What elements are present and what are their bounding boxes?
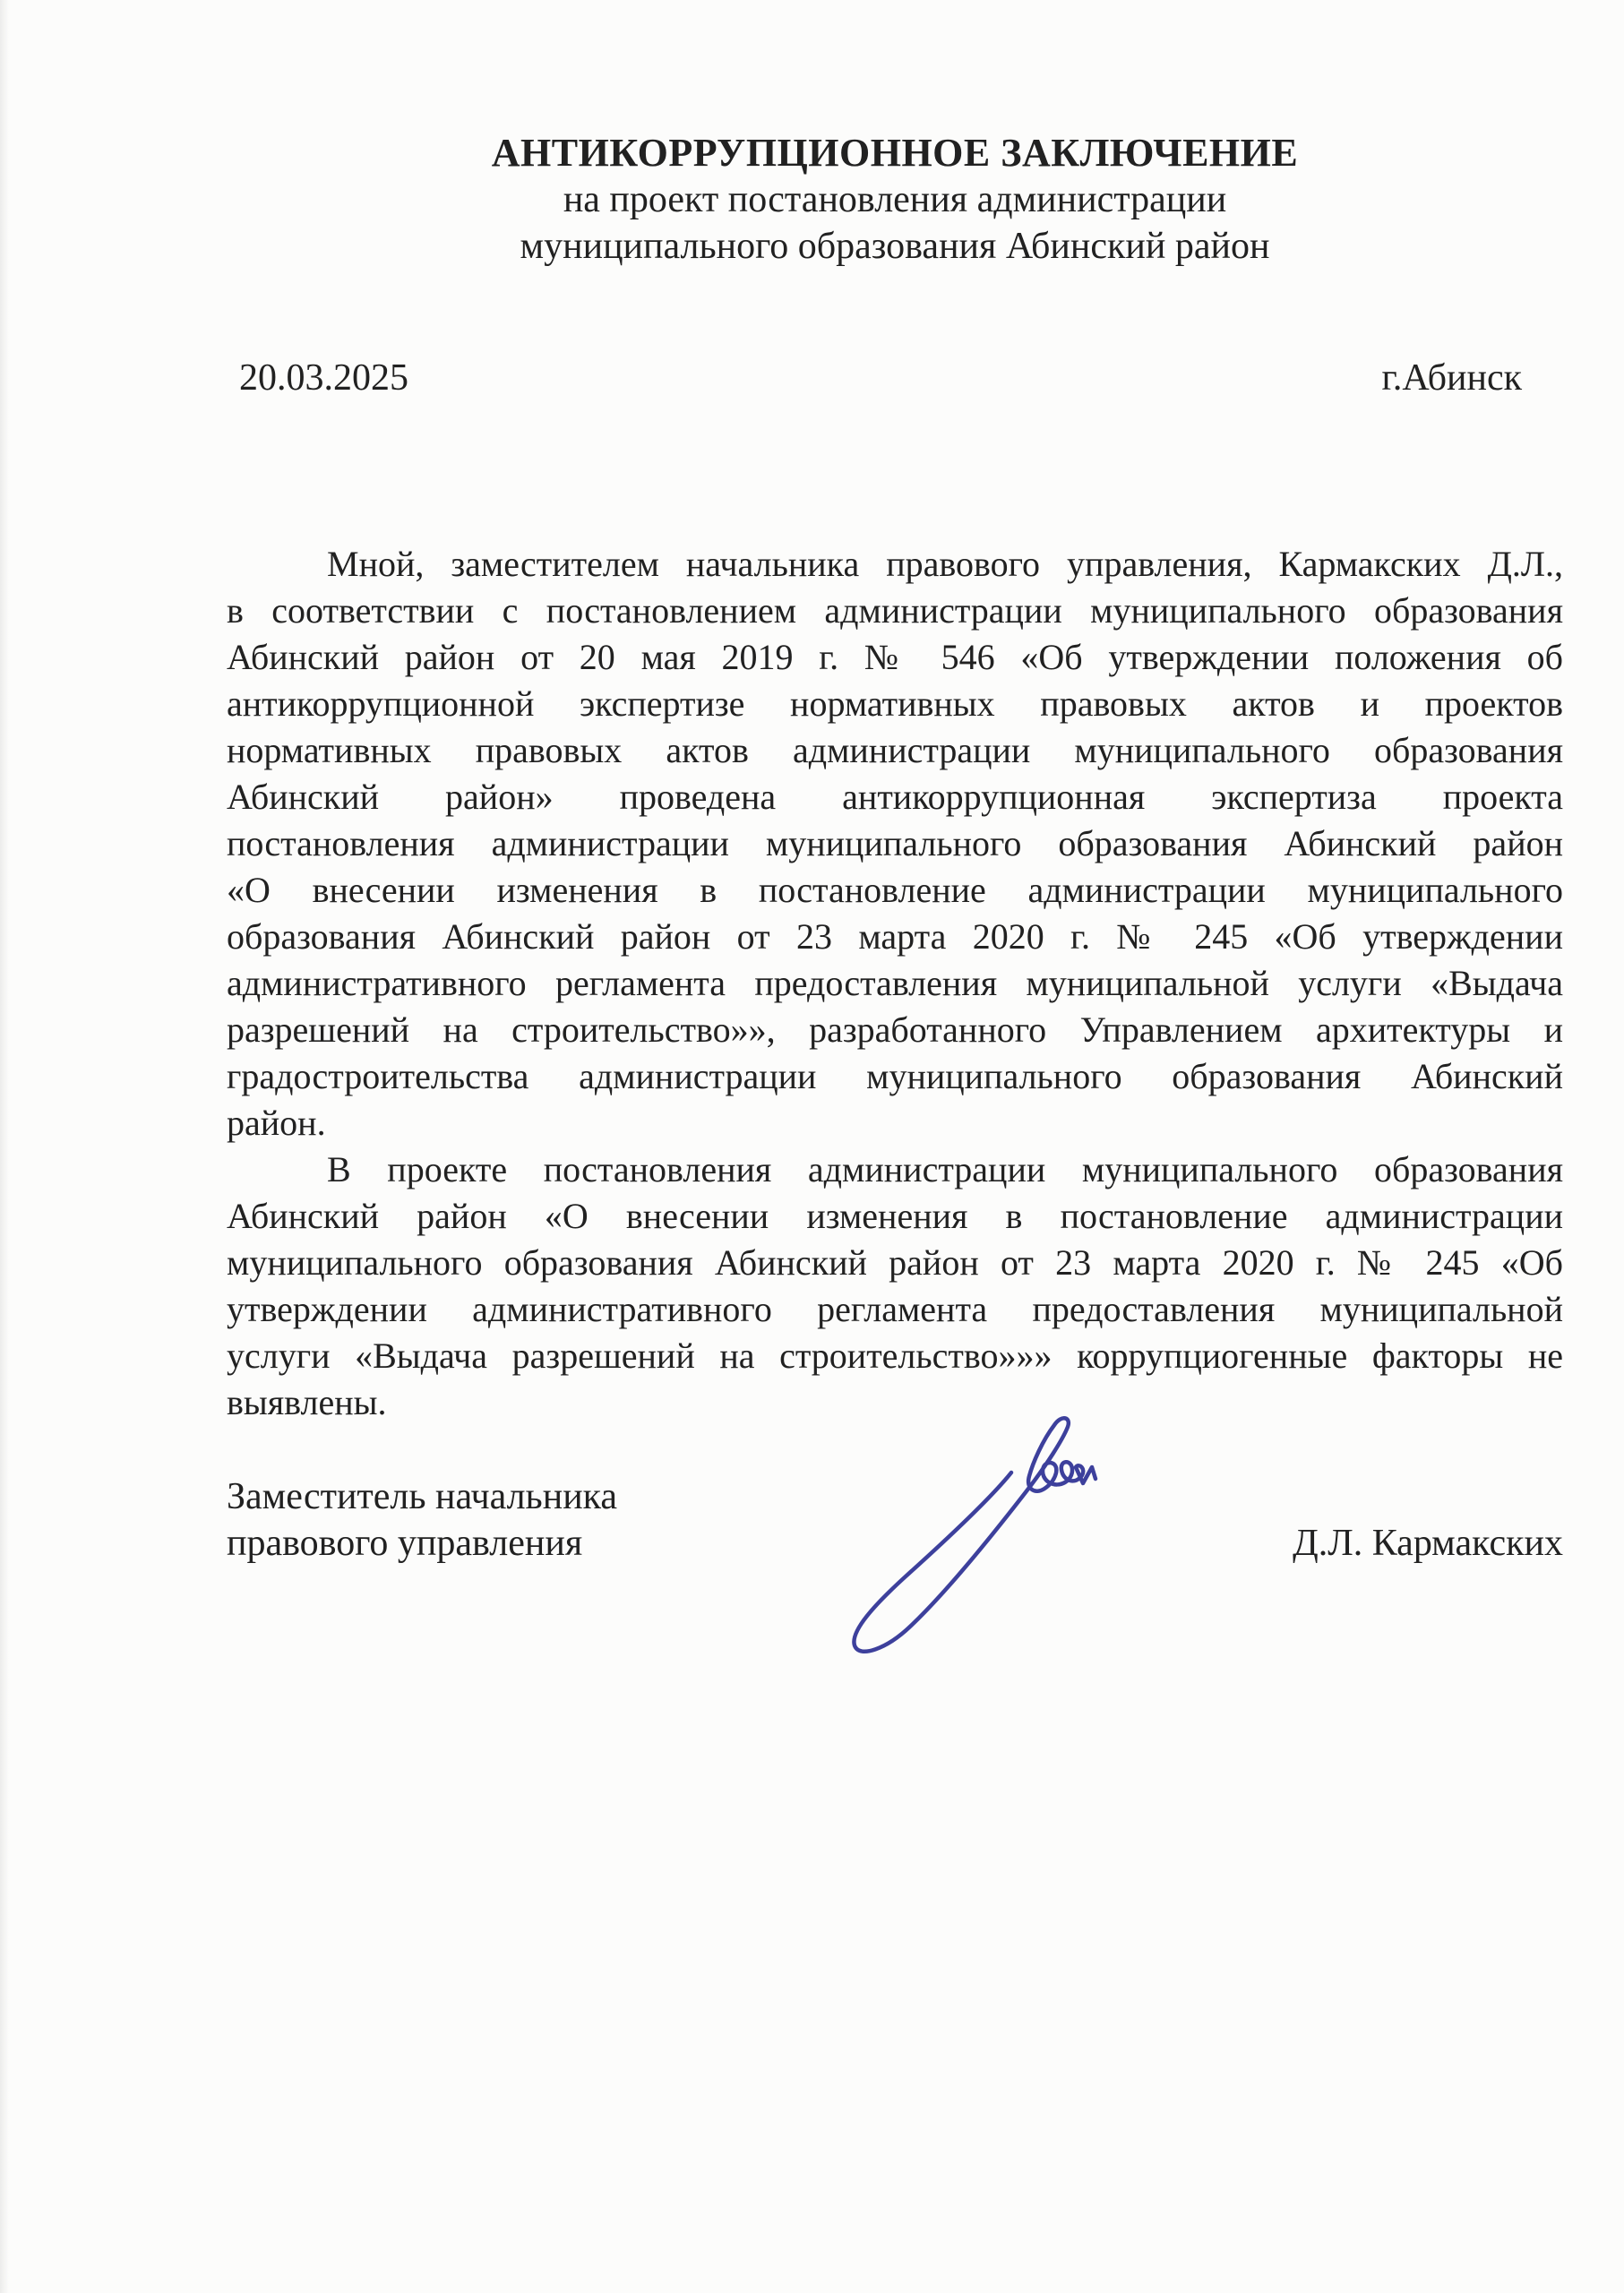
title-block bbox=[227, 130, 1563, 270]
document-title: АНТИКОРРУПЦИОННОЕ ЗАКЛЮЧЕНИЕ bbox=[491, 131, 1299, 175]
body-text-line: постановления администрации муниципального образования Абинский район bbox=[227, 823, 1563, 863]
document-subtitle-line-2: муниципального образования Абинский район bbox=[520, 226, 1270, 267]
body-text-line: Абинский район «О внесении изменения в постановление администрации bbox=[227, 1196, 1563, 1236]
body-text-line: район. bbox=[227, 1103, 326, 1143]
document-body bbox=[227, 541, 1563, 1426]
signer-position-line-2: правового управления bbox=[227, 1523, 583, 1564]
body-text-line: «О внесении изменения в постановление администрации муниципального bbox=[227, 870, 1563, 910]
signer-position-line-1: Заместитель начальника bbox=[227, 1476, 618, 1517]
body-text-line: Мной, заместителем начальника правового управления, Кармакских Д.Л., bbox=[327, 544, 1563, 584]
document-date: 20.03.2025 bbox=[239, 357, 408, 399]
body-text-line: выявлены. bbox=[227, 1382, 387, 1422]
document-place: г.Абинск bbox=[1381, 357, 1522, 399]
body-text-line: разрешений на строительство»», разработанного Управлением архитектуры и bbox=[227, 1009, 1563, 1050]
body-text-line: в соответствии с постановлением администрации муниципального образования bbox=[227, 590, 1563, 631]
body-text-line: нормативных правовых актов администрации муниципального образования bbox=[227, 730, 1563, 770]
body-text-line: Абинский район от 20 мая 2019 г. № 546 «Об утверждении положения об bbox=[227, 637, 1563, 677]
document-subtitle-line-1: на проект постановления администрации bbox=[563, 179, 1227, 220]
body-text-line: административного регламента предоставления муниципальной услуги «Выдача bbox=[227, 963, 1563, 1003]
body-text-line: градостроительства администрации муниципального образования Абинский bbox=[227, 1056, 1563, 1096]
body-text-line: услуги «Выдача разрешений на строительство»»» коррупциогенные факторы не bbox=[227, 1335, 1563, 1376]
dateline bbox=[227, 355, 1563, 401]
signer-name: Д.Л. Кармакских bbox=[1293, 1523, 1563, 1564]
body-text-line: утверждении административного регламента предоставления муниципальной bbox=[227, 1289, 1563, 1329]
body-text-line: антикоррупционной экспертизе нормативных правовых актов и проектов bbox=[227, 683, 1563, 724]
body-text-line: муниципального образования Абинский район от 23 марта 2020 г. № 245 «Об bbox=[227, 1242, 1563, 1283]
body-text-line: Абинский район» проведена антикоррупционная экспертиза проекта bbox=[227, 777, 1563, 817]
body-text-line: В проекте постановления администрации муниципального образования bbox=[327, 1149, 1563, 1189]
scan-edge-shading bbox=[0, 0, 9, 2293]
body-text-line: образования Абинский район от 23 марта 2020 г. № 245 «Об утверждении bbox=[227, 916, 1563, 957]
